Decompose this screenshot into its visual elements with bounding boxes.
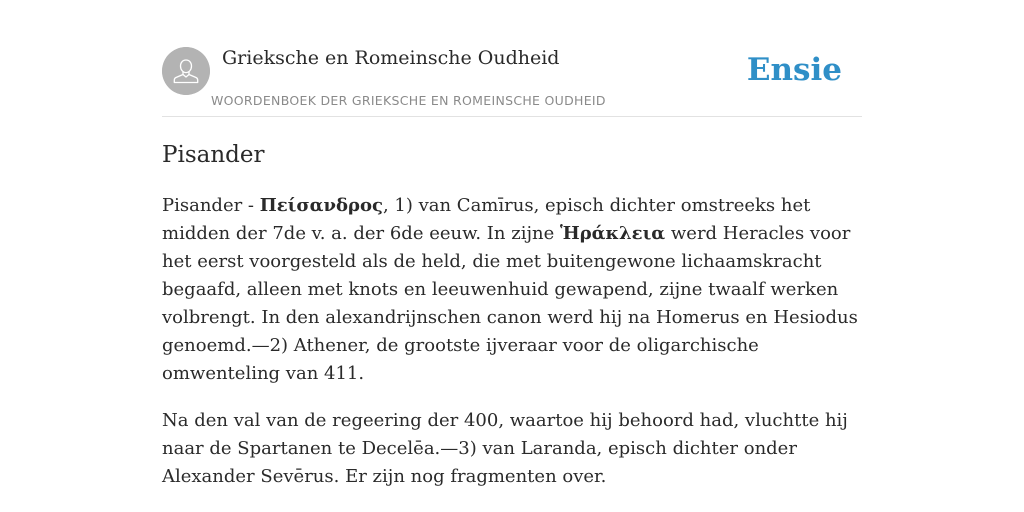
source-title[interactable]: Grieksche en Romeinsche Oudheid: [222, 47, 560, 69]
entry-paragraph-2: Na den val van de regeering der 400, waartoe hij behoord had, vluchtte hij naar de Spartanen te Decelēa.—3) van Laranda, episch dichter onder Alexander Sevērus. Er zijn nog fragmenten over.: [162, 410, 848, 487]
paragraph-text: werd Heracles voor het eerst voorgesteld als de held, die met buitengewone lichaamskracht begaafd, alleen met knots en leeuwenhuid gewapend, zijne twaalf werken volbrengt. In den alexandrijnschen canon werd hij na Homerus en Hesiodus genoemd.—2) Athener, de grootste ijveraar voor de oligarchische omwenteling van 411.: [162, 223, 858, 384]
greek-term: Πείσανδρος: [259, 195, 383, 216]
paragraph-text: , 1) van Camīrus, episch dichter omstreeks het midden der 7de v. a. der 6de eeuw. In zijne: [162, 195, 811, 244]
page-title: Pisander: [162, 142, 265, 168]
source-subtitle: WOORDENBOEK DER GRIEKSCHE EN ROMEINSCHE OUDHEID: [211, 93, 606, 108]
ensie-logo[interactable]: Ensie: [746, 52, 842, 88]
header: [162, 44, 862, 117]
entry-paragraph-1: [162, 192, 862, 388]
paragraph-text: Pisander -: [162, 195, 260, 216]
user-silhouette-icon[interactable]: [162, 47, 210, 95]
greek-term: Ἡράκλεια: [560, 223, 666, 244]
entry-content: [162, 192, 862, 510]
